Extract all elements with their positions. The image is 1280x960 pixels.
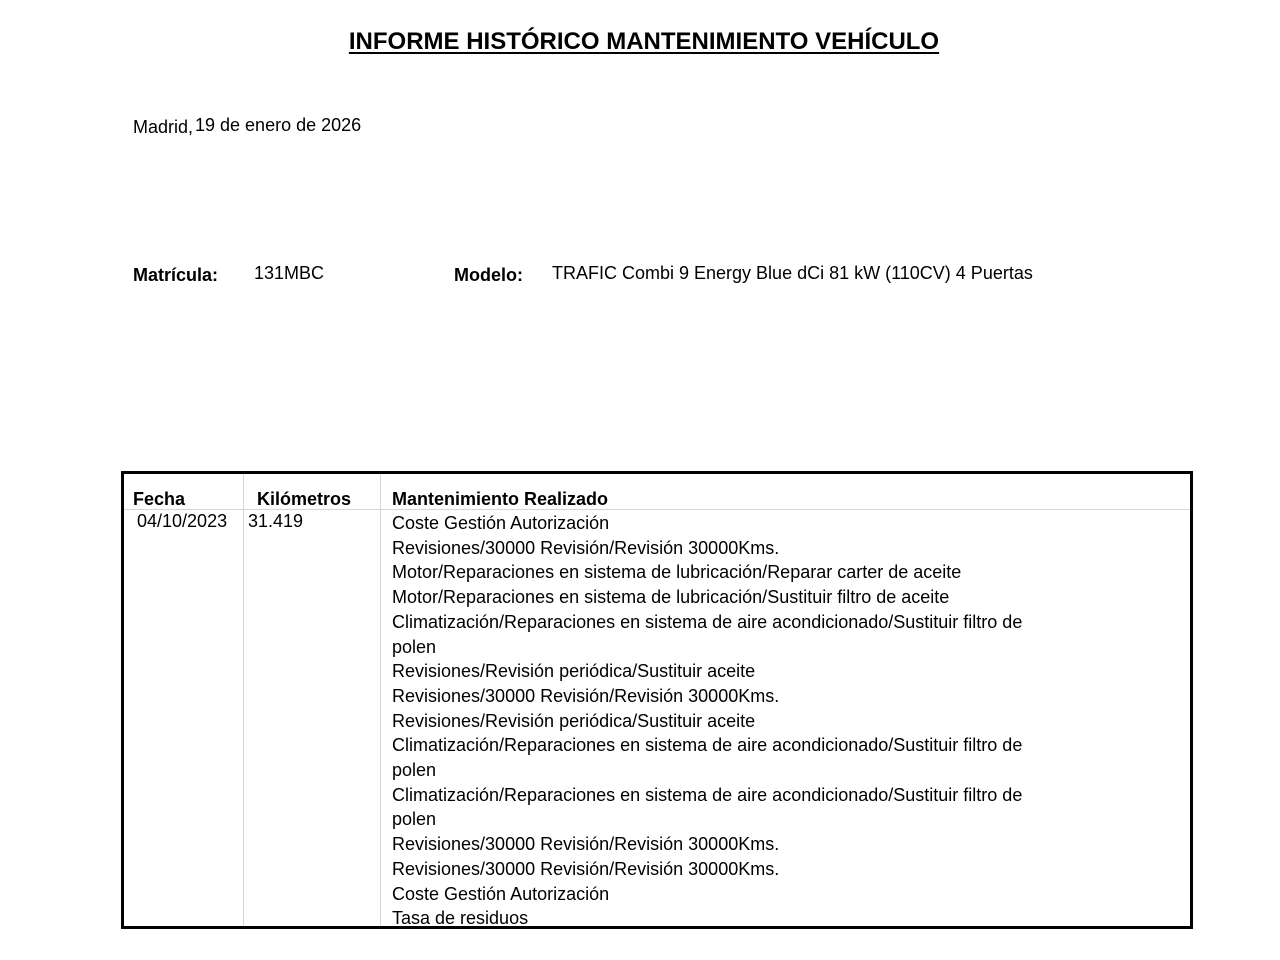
maintenance-item: Climatización/Reparaciones en sistema de aire acondicionado/Sustituir filtro de polen xyxy=(392,784,1023,830)
maintenance-item: Coste Gestión Autorización xyxy=(392,883,610,904)
maintenance-item: Climatización/Reparaciones en sistema de aire acondicionado/Sustituir filtro de polen xyxy=(392,735,1023,781)
row-km: 31.419 xyxy=(248,511,304,531)
model-label: Modelo: xyxy=(454,265,523,285)
plate-value: 131MBC xyxy=(254,263,325,283)
maintenance-table xyxy=(121,471,1193,929)
row-date: 04/10/2023 xyxy=(137,511,228,531)
maintenance-item: Tasa de residuos xyxy=(392,908,529,929)
maintenance-list xyxy=(392,511,1052,931)
maintenance-item: Revisiones/30000 Revisión/Revisión 30000Kms. xyxy=(392,834,780,855)
column-divider xyxy=(243,474,244,926)
maintenance-item: Coste Gestión Autorización xyxy=(392,513,610,533)
report-title: INFORME HISTÓRICO MANTENIMIENTO VEHÍCULO xyxy=(348,28,940,55)
maintenance-item: Revisiones/Revisión periódica/Sustituir aceite xyxy=(392,661,756,682)
column-divider xyxy=(380,474,381,926)
maintenance-item: Revisiones/30000 Revisión/Revisión 30000Kms. xyxy=(392,858,780,879)
maintenance-item: Motor/Reparaciones en sistema de lubricación/Sustituir filtro de aceite xyxy=(392,587,950,608)
maintenance-item: Climatización/Reparaciones en sistema de aire acondicionado/Sustituir filtro de polen xyxy=(392,611,1023,657)
model-value: TRAFIC Combi 9 Energy Blue dCi 81 kW (110CV) 4 Puertas xyxy=(552,263,1033,283)
plate-label: Matrícula: xyxy=(133,265,219,285)
report-date: 19 de enero de 2026 xyxy=(195,115,362,135)
maintenance-item: Revisiones/Revisión periódica/Sustituir aceite xyxy=(392,710,756,731)
maintenance-item: Revisiones/30000 Revisión/Revisión 30000Kms. xyxy=(392,537,780,558)
maintenance-item: Revisiones/30000 Revisión/Revisión 30000Kms. xyxy=(392,685,780,706)
header-maintenance: Mantenimiento Realizado xyxy=(392,489,609,509)
header-date: Fecha xyxy=(133,489,186,509)
header-km: Kilómetros xyxy=(257,489,352,509)
maintenance-item: Motor/Reparaciones en sistema de lubricación/Reparar carter de aceite xyxy=(392,562,962,583)
report-place: Madrid, xyxy=(133,117,194,137)
